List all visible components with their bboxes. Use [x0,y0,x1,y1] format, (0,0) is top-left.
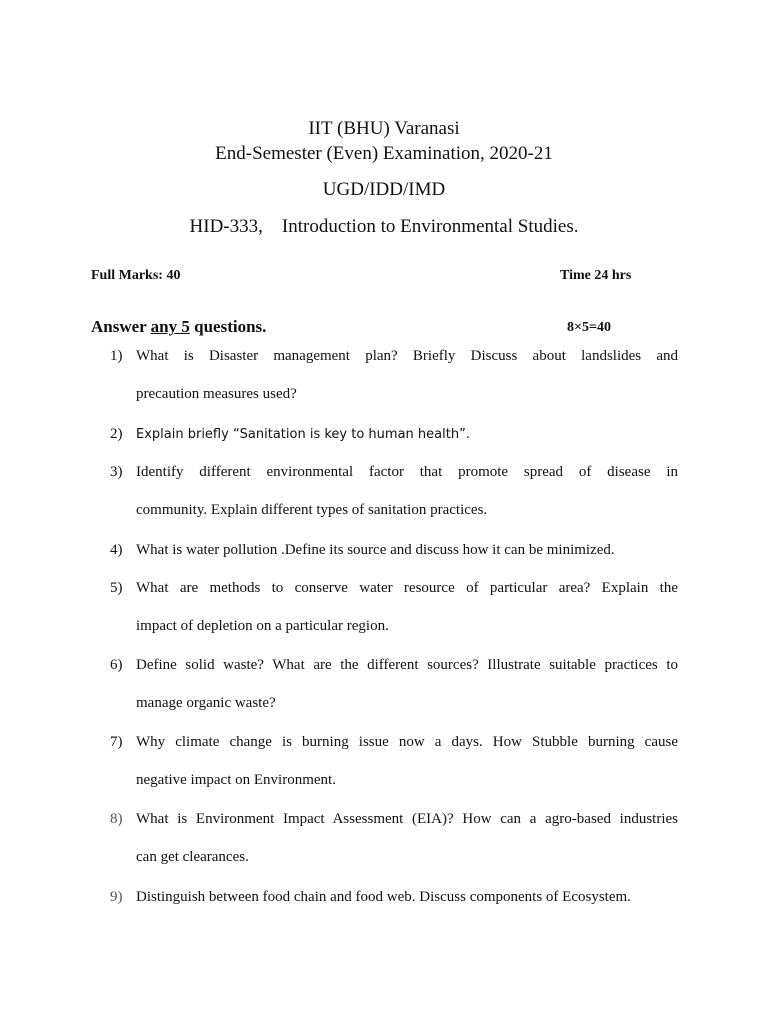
question-text-continued: manage organic waste? [136,695,276,711]
full-marks: Full Marks: 40 [91,268,181,283]
question-number: 3) [110,464,123,480]
question-text-continued: community. Explain different types of sanitation practices. [136,502,488,518]
exam-duration: Time 24 hrs [560,268,632,283]
course-line [0,216,768,238]
question-number: 4) [110,542,123,558]
question-text-continued: precaution measures used? [136,386,297,402]
question-text-continued: negative impact on Environment. [136,772,336,788]
answer-instruction [91,316,266,338]
question-text: What is water pollution .Define its source and discuss how it can be minimized. [136,542,615,558]
question-number: 8) [110,811,123,827]
question-number: 6) [110,657,123,673]
question-text: Distinguish between food chain and food web. Discuss components of Ecosystem. [136,889,631,905]
instruction-suffix: questions. [189,317,267,336]
question-text: Why climate change is burning issue now a days. How Stubble burning cause [136,734,678,750]
question-number: 2) [110,426,123,442]
course-code: HID-333, [189,216,263,237]
question-text: What is Disaster management plan? Briefly Discuss about landslides and [136,348,678,364]
instruction-emphasis: any 5 [150,317,190,336]
exam-title: End-Semester (Even) Examination, 2020-21 [215,143,553,164]
programme-codes: UGD/IDD/IMD [322,179,446,200]
question-text: What is Environment Impact Assessment (EIA)? How can a agro-based industries [136,811,678,827]
question-number: 5) [110,580,123,596]
question-text-continued: can get clearances. [136,849,249,865]
question-number: 9) [110,889,123,905]
question-text: Define solid waste? What are the different sources? Illustrate suitable practices to [136,657,678,673]
instruction-prefix: Answer [91,317,151,336]
course-title: Introduction to Environmental Studies. [281,216,579,237]
question-text: Explain briefly “Sanitation is key to human health”. [136,427,470,442]
question-number: 1) [110,348,123,364]
question-number: 7) [110,734,123,750]
marks-formula: 8×5=40 [567,320,611,335]
question-text: Identify different environmental factor that promote spread of disease in [136,464,678,480]
question-text: What are methods to conserve water resource of particular area? Explain the [136,580,678,596]
question-text-continued: impact of depletion on a particular region. [136,618,389,634]
institute-name: IIT (BHU) Varanasi [308,118,460,139]
